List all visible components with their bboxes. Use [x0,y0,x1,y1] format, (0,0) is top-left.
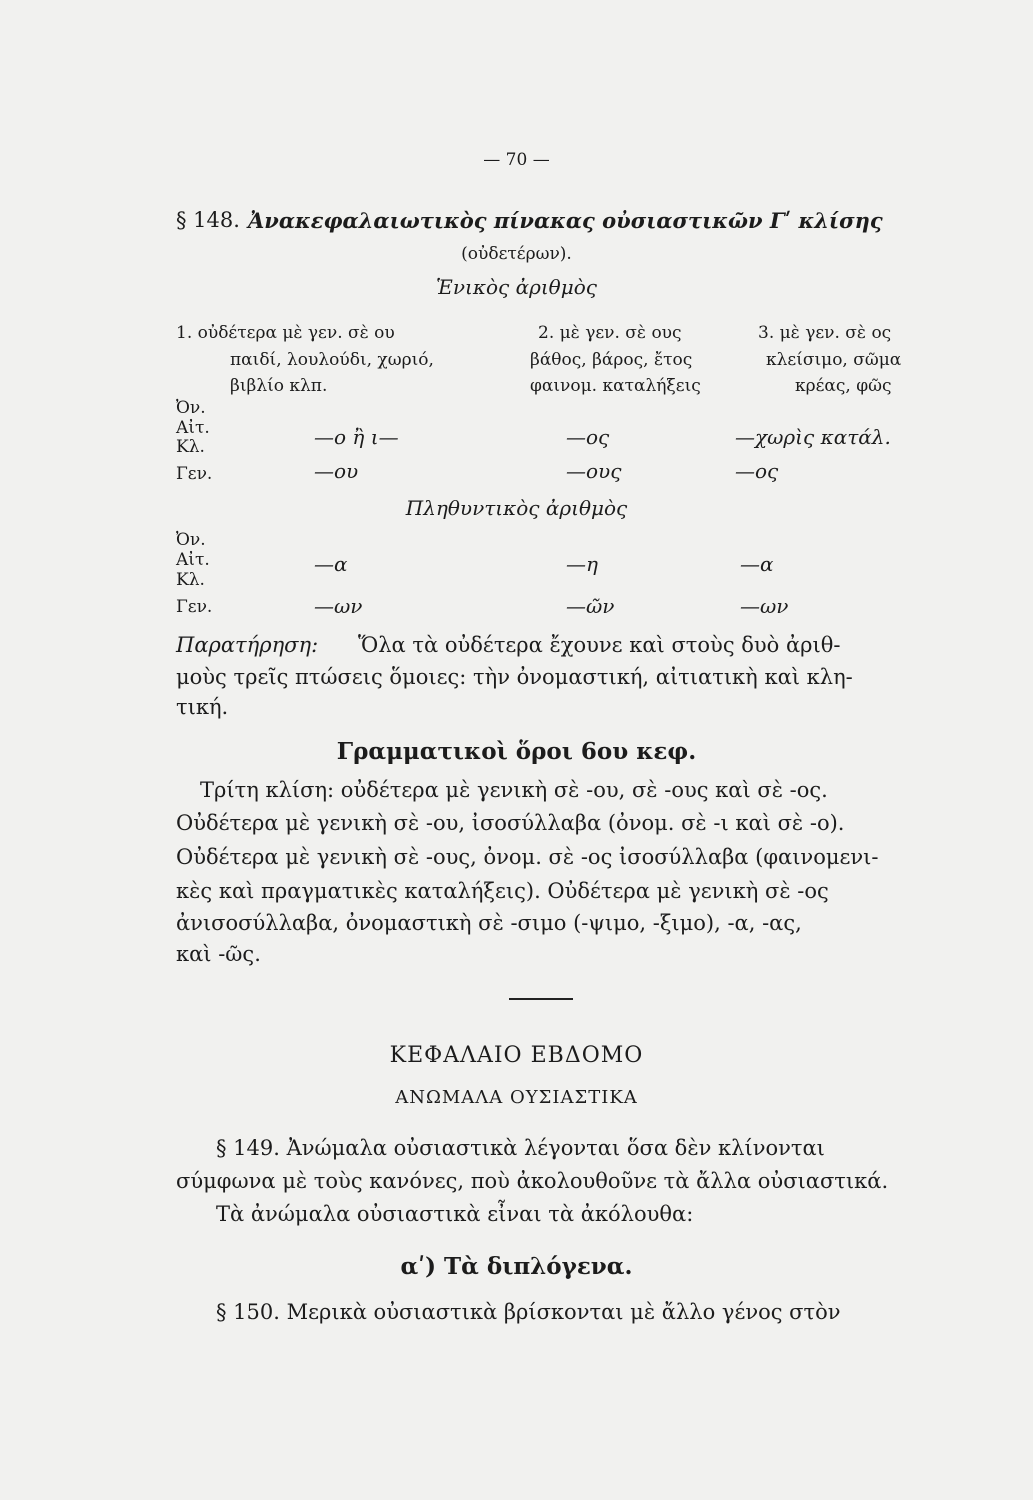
singular-heading: Ἑνικὸς ἀριθμὸς [436,275,597,299]
column-1-example-1: παιδί, λουλούδι, χωριό, [230,350,434,370]
grammar-terms-heading: Γραμματικοὶ ὅροι 6ου κεφ. [336,738,697,765]
sing-gen-ending-3: —ος [735,459,779,483]
grammar-terms-line-1: Τρίτη κλίση: οὐδέτερα μὲ γενικὴ σὲ -ου, σὲ -ους καὶ σὲ -ος. [200,778,828,802]
case-label-voc: Κλ. [176,437,205,457]
plural-case-label-voc: Κλ. [176,570,205,590]
section-149-line-2: σύμφωνα μὲ τοὺς κανόνες, ποὺ ἀκολουθοῦνε τὰ ἄλλα οὐσιαστικά. [176,1169,889,1193]
plur-nom-ending-2: —η [566,552,598,576]
sing-nom-ending-2: —ος [566,425,610,449]
separator-rule [509,998,573,1000]
subsection-a-heading: αʹ) Τὰ διπλόγενα. [400,1253,633,1280]
column-1-heading: 1. οὐδέτερα μὲ γεν. σὲ ου [176,323,395,343]
plur-gen-ending-2: —ῶν [566,594,615,618]
plural-case-label-nom: Ὀν. [176,530,206,550]
section-148-marker: § 148. [176,208,240,232]
grammar-terms-line-2: Οὐδέτερα μὲ γενικὴ σὲ -ου, ἰσοσύλλαβα (ὀνομ. σὲ -ι καὶ σὲ -ο). [176,811,845,835]
column-2-example-2: φαινομ. καταλήξεις [530,376,701,396]
plur-nom-ending-3: —α [740,552,774,576]
sing-gen-ending-2: —ους [566,459,622,483]
note-label: Παρατήρηση: [176,633,319,657]
grammar-terms-line-4: κὲς καὶ πραγματικὲς καταλήξεις). Οὐδέτερα μὲ γενικὴ σὲ -ος [176,879,829,903]
section-149-line-3: Τὰ ἀνώμαλα οὐσιαστικὰ εἶναι τὰ ἀκόλουθα: [216,1202,694,1226]
column-3-heading: 3. μὲ γεν. σὲ ος [758,323,892,343]
plur-gen-ending-3: —ων [740,594,789,618]
plur-gen-ending-1: —ων [314,594,363,618]
sing-nom-ending-1: —ο ἢ ι— [314,425,399,449]
column-3-example-1: κλείσιμο, σῶμα [766,350,902,370]
section-150-line-1: § 150. Μερικὰ οὐσιαστικὰ βρίσκονται μὲ ἄλλο γένος στὸν [216,1300,841,1324]
plur-nom-ending-1: —α [314,552,348,576]
case-label-gen: Γεν. [176,464,213,484]
note-line-1: Ὅλα τὰ οὐδέτερα ἔχουνε καὶ στοὺς δυὸ ἀριθ- [358,633,841,657]
page-number: — 70 — [483,150,550,170]
column-1-example-2: βιβλίο κλπ. [230,376,328,396]
note-line-2: μοὺς τρεῖς πτώσεις ὅμοιες: τὴν ὀνομαστική, αἰτιατικὴ καὶ κλη- [176,665,853,689]
column-2-heading: 2. μὲ γεν. σὲ ους [538,323,682,343]
case-label-acc: Αἰτ. [176,418,210,438]
section-148-title: Ἀνακεφαλαιωτικὸς πίνακας οὐσιαστικῶν Γʹ κλίσης [248,208,883,233]
grammar-terms-line-3: Οὐδέτερα μὲ γενικὴ σὲ -ους, ὀνομ. σὲ -ος ἰσοσύλλαβα (φαινομενι- [176,845,879,869]
plural-case-label-acc: Αἰτ. [176,550,210,570]
grammar-terms-line-6: καὶ -ῶς. [176,942,261,966]
case-label-nom: Ὀν. [176,398,206,418]
column-3-example-2: κρέας, φῶς [795,376,892,396]
chapter-subtitle: ΑΝΩΜΑΛΑ ΟΥΣΙΑΣΤΙΚΑ [395,1087,638,1108]
section-149-line-1: § 149. Ἀνώμαλα οὐσιαστικὰ λέγονται ὅσα δὲν κλίνονται [216,1136,825,1160]
section-148-subtitle: (οὐδετέρων). [461,244,572,264]
sing-nom-ending-3: —χωρὶς κατάλ. [735,425,891,449]
sing-gen-ending-1: —ου [314,459,359,483]
plural-case-label-gen: Γεν. [176,597,213,617]
plural-heading: Πληθυντικὸς ἀριθμὸς [405,496,628,520]
grammar-terms-line-5: ἀνισοσύλλαβα, ὀνομαστικὴ σὲ -σιμο (-ψιμο, -ξιμο), -α, -ας, [176,911,802,935]
column-2-example-1: βάθος, βάρος, ἔτος [530,350,693,370]
chapter-title: ΚΕΦΑΛΑΙΟ ΕΒΔΟΜΟ [389,1043,644,1068]
note-line-3: τική. [176,695,229,719]
